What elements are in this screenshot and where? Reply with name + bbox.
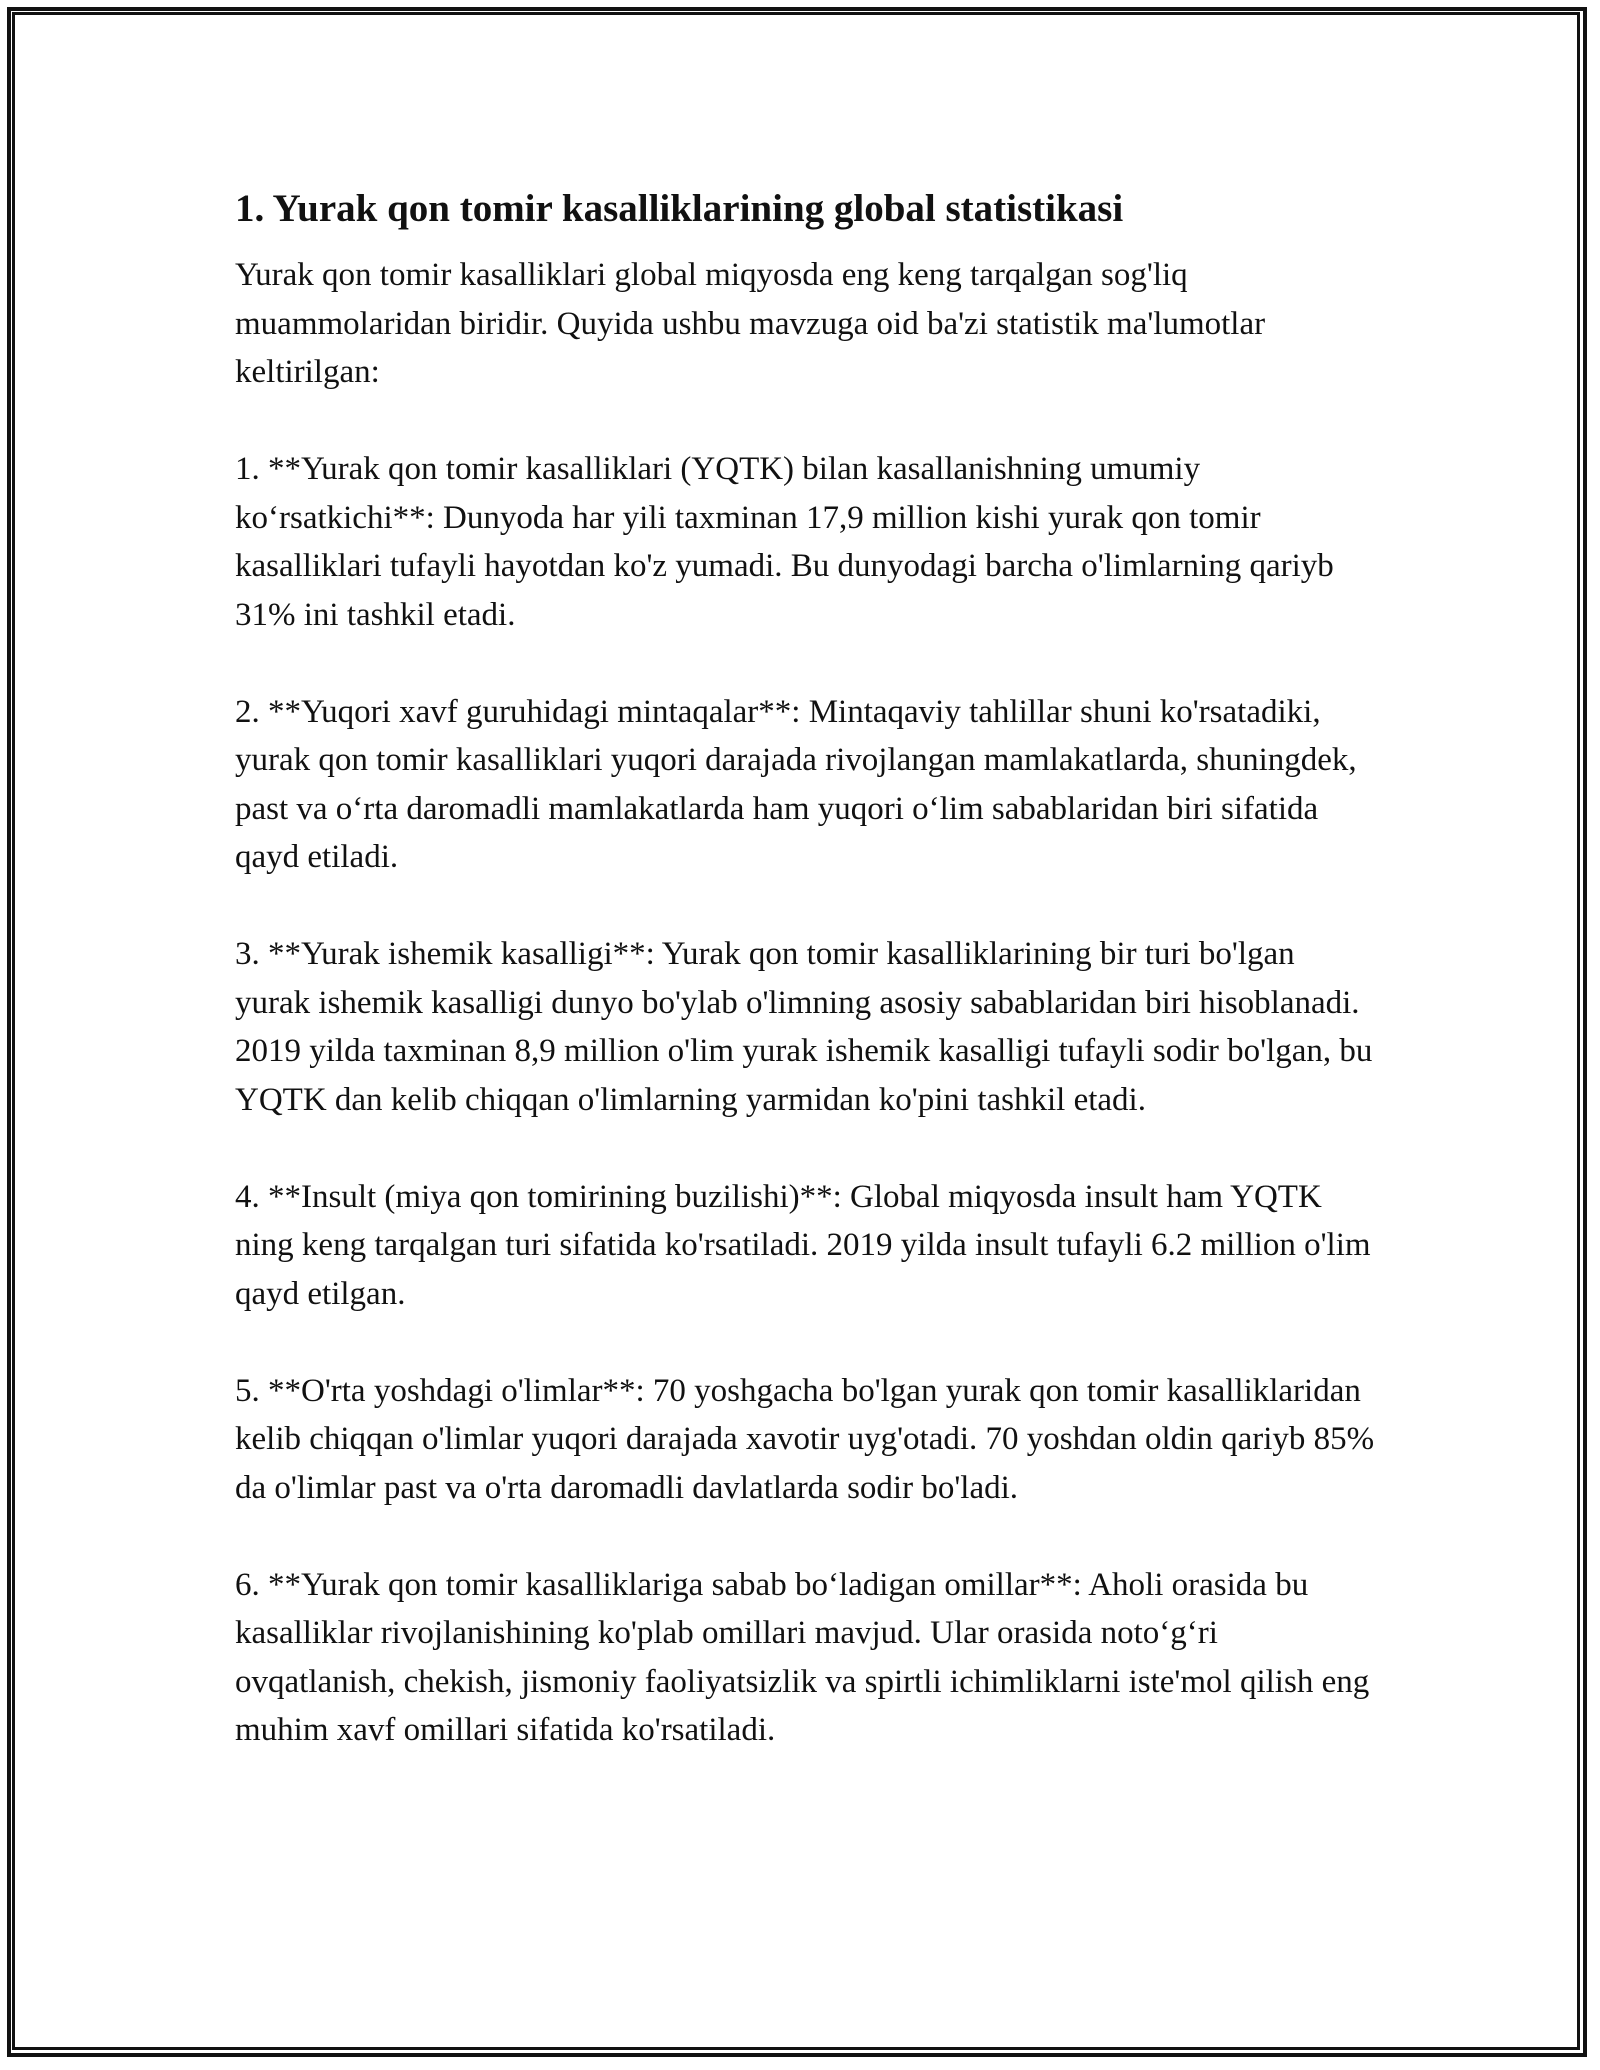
document-body xyxy=(235,185,1375,1803)
list-item-6: 6. **Yurak qon tomir kasalliklariga sabab boʻladigan omillar**: Aholi orasida bu kasalliklar rivojlanishining ko'plab omillari mavjud. Ular orasida notoʻgʻri ovqatlanish, chekish, jismoniy faoliyatsizlik va spirtli ichimliklarni iste'mol qilish eng muhim xavf omillari sifatida ko'rsatiladi. xyxy=(235,1566,1370,1748)
list-item-3: 3. **Yurak ishemik kasalligi**: Yurak qon tomir kasalliklarining bir turi bo'lgan yurak ishemik kasalligi dunyo bo'ylab o'limning asosiy sabablaridan biri hisoblanadi. 2019 yilda taxminan 8,9 million o'lim yurak ishemik kasalligi tufayli sodir bo'lgan, bu YQTK dan kelib chiqqan o'limlarning yarmidan ko'pini tashkil etadi. xyxy=(235,936,1373,1118)
intro-paragraph: Yurak qon tomir kasalliklari global miqyosda eng keng tarqalgan sog'liq muammolaridan biridir. Quyida ushbu mavzuga oid ba'zi statistik ma'lumotlar keltirilgan: xyxy=(235,257,1266,390)
document-title: 1. Yurak qon tomir kasalliklarining global statistikasi xyxy=(235,187,1124,230)
list-item-5: 5. **O'rta yoshdagi o'limlar**: 70 yoshgacha bo'lgan yurak qon tomir kasalliklaridan kelib chiqqan o'limlar yuqori darajada xavotir uyg'otadi. 70 yoshdan oldin qariyb 85% da o'limlar past va o'rta daromadli davlatlarda sodir bo'ladi. xyxy=(235,1372,1375,1506)
list-item-4: 4. **Insult (miya qon tomirining buzilishi)**: Global miqyosda insult ham YQTK ning keng tarqalgan turi sifatida ko'rsatiladi. 2019 yilda insult tufayli 6.2 million o'lim qayd etilgan. xyxy=(235,1178,1371,1312)
list-item-2: 2. **Yuqori xavf guruhidagi mintaqalar**: Mintaqaviy tahlillar shuni ko'rsatadiki, yurak qon tomir kasalliklari yuqori darajada rivojlangan mamlakatlarda, shuningdek, past va oʻrta daromadli mamlakatlarda ham yuqori oʻlim sabablaridan biri sifatida qayd etiladi. xyxy=(235,693,1357,875)
list-item-1: 1. **Yurak qon tomir kasalliklari (YQTK) bilan kasallanishning umumiy koʻrsatkichi**: Dunyoda har yili taxminan 17,9 million kishi yurak qon tomir kasalliklari tufayli hayotdan ko'z yumadi. Bu dunyodagi barcha o'limlarning qariyb 31% ini tashkil etadi. xyxy=(235,451,1334,633)
